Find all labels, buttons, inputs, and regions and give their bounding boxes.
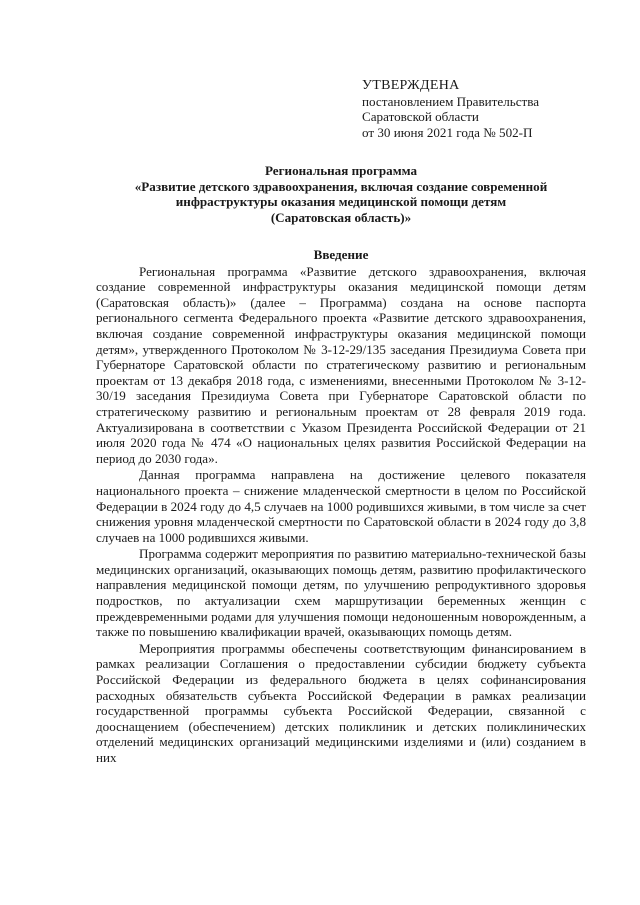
approval-date-number: от 30 июня 2021 года № 502-П (362, 124, 533, 140)
approval-stamp (362, 78, 612, 140)
section-heading: Введение (313, 247, 369, 262)
paragraph-4: Мероприятия программы обеспечены соответствующим финансированием в рамках реализации Соглашения о предоставлении субсидии бюджету субъекта Российской Федерации из федерального бюджета в целях софинансирования расходных обязательств субъекта Российской Федерации в рамках реализации государственной программы субъекта Российской Федерации, связанной с дооснащением (обеспечением) детских поликлиник и детских поликлинических отделений медицинских организаций медицинскими изделиями и (или) созданием в них (96, 640, 586, 765)
approval-issuer: постановлением Правительства (362, 93, 540, 109)
title-line-3: инфраструктуры оказания медицинской помощи детям (175, 194, 507, 210)
paragraph-2: Данная программа направлена на достижение целевого показателя национального проекта – снижение младенческой смертности в целом по Российской Федерации в 2024 году до 4,5 случаев на 1000 родившихся живыми, в том числе за счет снижения уровня младенческой смертности по Саратовской области в 2024 году до 3,8 случаев на 1000 родившихся живыми. (96, 467, 586, 545)
approval-heading: УТВЕРЖДЕНА (362, 78, 460, 93)
paragraph-3: Программа содержит мероприятия по развитию материально-технической базы медицинских организаций, оказывающих помощь детям, развитию профилактического направления медицинской помощи детям, по улучшению репродуктивного здоровья подростков, по актуализации схем маршрутизации беременных женщин с преждевременными родами для улучшения помощи недоношенным новорожденным, а также по повышению квалификации врачей, оказывающих помощь детям. (96, 546, 586, 640)
title-line-2: «Развитие детского здравоохранения, включая создание современной (134, 178, 548, 194)
title-line-1: Региональная программа (264, 163, 418, 178)
document-body (96, 247, 586, 767)
approval-region: Саратовской области (362, 109, 479, 125)
document-title (96, 163, 586, 225)
title-line-4: (Саратовская область)» (270, 209, 412, 225)
paragraph-1: Региональная программа «Развитие детского здравоохранения, включая создание современной инфраструктуры оказания медицинской помощи детям (Саратовская область)» (далее – Программа) создана на основе паспорта регионального сегмента Федерального проекта «Развитие детского здравоохранения, включая создание современной инфраструктуры оказания медицинской помощи детям», утвержденного Протоколом № 3-12-29/135 заседания Президиума Совета при Губернаторе Саратовской области по стратегическому развитию и региональным проектам от 13 декабря 2018 года, с изменениями, внесенными Протоколом № 3-12-30/19 заседания Президиума Совета при Губернаторе Саратовской области по стратегическому развитию и региональным проектам от 28 февраля 2019 года. Актуализирована в соответствии с Указом Президента Российской Федерации от 21 июля 2020 года № 474 «О национальных целях развития Российской Федерации на период до 2030 года». (96, 263, 586, 466)
